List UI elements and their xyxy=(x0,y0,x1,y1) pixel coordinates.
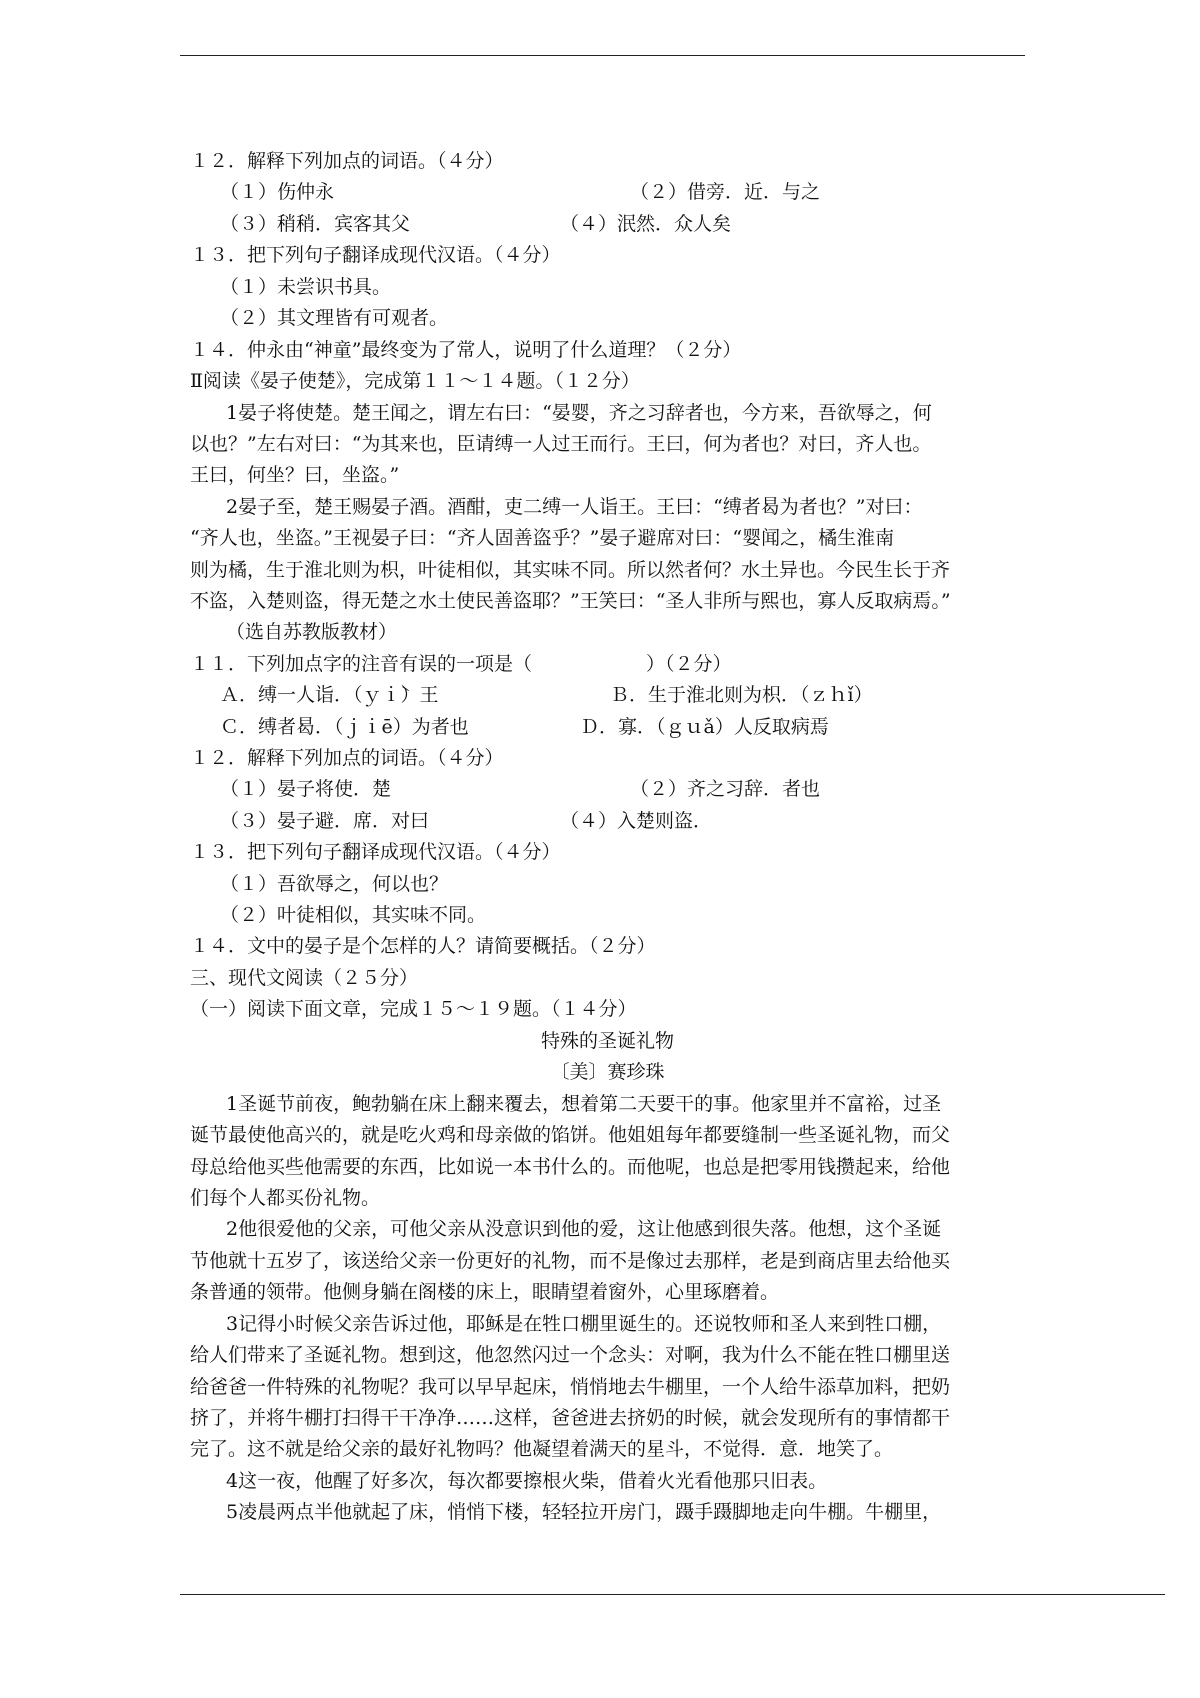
text-line: 们每个人都买份礼物。 xyxy=(190,1187,381,1209)
text-line: Ｂ．生于淮北则为枳．（ｚｈǐ） xyxy=(610,684,873,706)
text-line: 1晏子将使楚。楚王闻之，谓左右曰：“晏婴，齐之习辞者也，今方来，吾欲辱之，何 xyxy=(226,402,932,424)
text-line: Ｄ．寡．（ｇｕǎ）人反取病焉 xyxy=(580,716,829,738)
text-line: （一）阅读下面文章，完成１５～１９题。（１４分） xyxy=(190,998,637,1020)
text-line: （选自苏教版教材） xyxy=(226,621,398,643)
text-line: 3记得小时候父亲告诉过他，耶稣是在牲口棚里诞生的。还说牧师和圣人来到牲口棚， xyxy=(226,1313,942,1335)
text-line: （２）叶徒相似，其实味不同。 xyxy=(220,904,487,926)
text-line: 给人们带来了圣诞礼物。想到这，他忽然闪过一个念头：对啊，我为什么不能在牲口棚里送 xyxy=(190,1344,951,1366)
text-line: 〔美〕赛珍珠 xyxy=(550,1061,665,1083)
text-line: 2他很爱他的父亲，可他父亲从没意识到他的爱，这让他感到很失落。他想，这个圣诞 xyxy=(226,1218,942,1240)
text-line: 2晏子至，楚王赐晏子酒。酒酣，吏二缚一人诣王。王曰：“缚者曷为者也？”对曰： xyxy=(226,496,923,518)
text-line: （４）泯然．众人矣 xyxy=(560,213,732,235)
text-line: １２．解释下列加点的词语。（４分） xyxy=(190,150,504,172)
text-line: 节他就十五岁了，该送给父亲一份更好的礼物，而不是像过去那样，老是到商店里去给他买 xyxy=(190,1250,951,1272)
text-line: （１）晏子将使．楚 xyxy=(220,778,392,800)
text-line: （２）齐之习辞．者也 xyxy=(630,778,821,800)
text-line: 完了。这不就是给父亲的最好礼物吗？他凝望着满天的星斗，不觉得．意．地笑了。 xyxy=(190,1438,894,1460)
text-line: 王曰，何坐？曰，坐盗。” xyxy=(190,464,400,486)
text-line: （１）吾欲辱之，何以也？ xyxy=(220,873,449,895)
text-line: 以也？”左右对曰：“为其来也，臣请缚一人过王而行。王曰，何为者也？对曰，齐人也。 xyxy=(190,433,932,455)
text-line: （２）其文理皆有可观者。 xyxy=(220,307,449,329)
text-line: （３）稍稍．宾客其父 xyxy=(220,213,411,235)
text-line: 4这一夜，他醒了好多次，每次都要擦根火柴，借着火光看他那只旧表。 xyxy=(226,1470,828,1492)
text-line: Ａ．缚一人诣．（ｙｉ̀）王 xyxy=(220,684,439,706)
text-line: 给爸爸一件特殊的礼物呢？我可以早早起床，悄悄地去牛棚里，一个人给牛添草加料，把奶 xyxy=(190,1376,951,1398)
text-line: “齐人也，坐盗。”王视晏子曰：“齐人固善盗乎？”晏子避席对曰：“婴闻之，橘生淮南 xyxy=(190,527,895,549)
text-line: １４．仲永由“神童”最终变为了常人，说明了什么道理？（２分） xyxy=(190,339,742,361)
text-line: 挤了，并将牛棚打扫得干干净净……这样，爸爸进去挤奶的时候，就会发现所有的事情都干 xyxy=(190,1407,951,1429)
text-line: 5凌晨两点半他就起了床，悄悄下楼，轻轻拉开房门，蹑手蹑脚地走向牛棚。牛棚里， xyxy=(226,1501,942,1523)
text-line: １１．下列加点字的注音有误的一项是（ ）（２分） xyxy=(190,653,732,675)
text-line: 母总给他买些他需要的东西，比如说一本书什么的。而他呢，也总是把零用钱攒起来，给他 xyxy=(190,1156,951,1178)
text-line: 不盗，入楚则盗，得无楚之水土使民善盗耶？”王笑曰：“圣人非所与熙也，寡人反取病焉。” xyxy=(190,590,951,612)
footer-rule xyxy=(180,1594,1165,1595)
text-line: 条普通的领带。他侧身躺在阁楼的床上，眼睛望着窗外，心里琢磨着。 xyxy=(190,1281,780,1303)
text-line: 则为橘，生于淮北则为枳，叶徒相似，其实味不同。所以然者何？水土异也。今民生长于齐 xyxy=(190,559,951,581)
text-line: （１）未尝识书具。 xyxy=(220,276,392,298)
text-line: 1圣诞节前夜，鲍勃躺在床上翻来覆去，想着第二天要干的事。他家里并不富裕，过圣 xyxy=(226,1093,942,1115)
text-line: 特殊的圣诞礼物 xyxy=(540,1030,674,1052)
text-line: Ｃ．缚者曷．（ｊｉē）为者也 xyxy=(220,716,469,738)
text-line: １２．解释下列加点的词语。（４分） xyxy=(190,747,504,769)
text-line: １４．文中的晏子是个怎样的人？请简要概括。（２分） xyxy=(190,935,656,957)
text-line: （４）入楚则盗． xyxy=(560,810,713,832)
header-rule xyxy=(180,55,1025,56)
text-line: 诞节最使他高兴的，就是吃火鸡和母亲做的馅饼。他姐姐每年都要缝制一些圣诞礼物，而父 xyxy=(190,1124,951,1146)
text-line: 三、现代文阅读（２５分） xyxy=(190,967,419,989)
text-line: （１）伤仲永 xyxy=(220,181,335,203)
text-line: １３．把下列句子翻译成现代汉语。（４分） xyxy=(190,244,561,266)
text-line: Ⅱ阅读《晏子使楚》，完成第１１～１４题。（１２分） xyxy=(190,370,640,392)
text-line: （３）晏子避．席．对曰 xyxy=(220,810,430,832)
text-line: （２）借旁．近．与之 xyxy=(630,181,821,203)
text-line: １３．把下列句子翻译成现代汉语。（４分） xyxy=(190,841,561,863)
